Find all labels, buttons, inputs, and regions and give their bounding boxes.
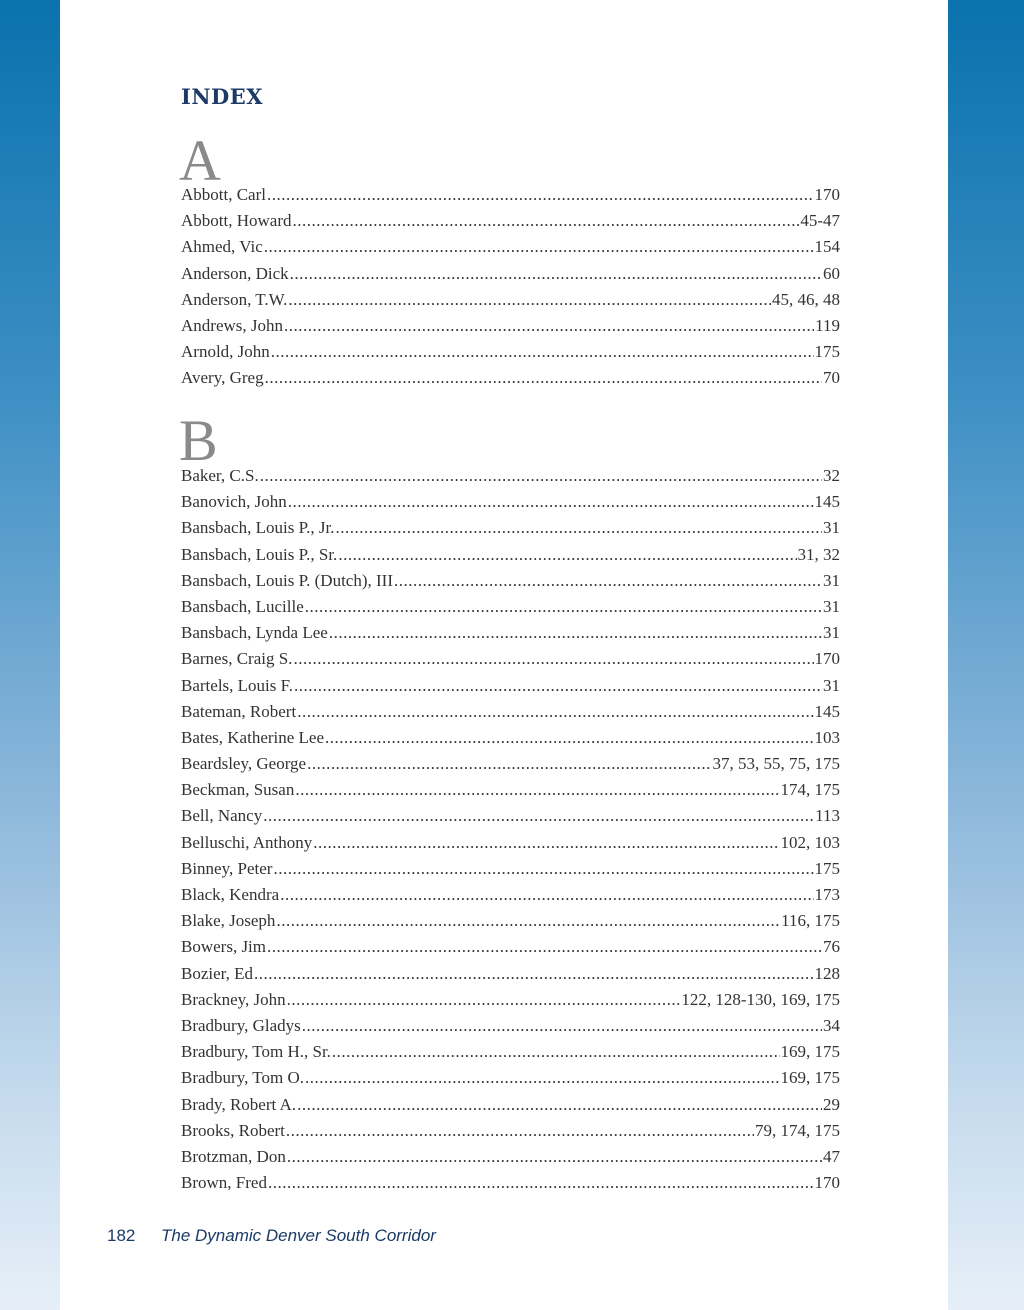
entry-name: Bansbach, Louis P. (Dutch), III	[181, 570, 393, 590]
dot-leader	[287, 1147, 822, 1167]
entry-name: Bradbury, Tom O.	[181, 1068, 304, 1088]
index-entry	[181, 545, 840, 571]
entry-name: Brooks, Robert	[181, 1120, 285, 1140]
dot-leader	[264, 237, 814, 257]
entry-name: Bateman, Robert	[181, 701, 297, 721]
dot-leader	[271, 342, 814, 362]
entry-pages: 34	[823, 1015, 840, 1035]
entry-pages: 119	[815, 315, 840, 335]
entry-name: Brackney, John	[181, 989, 286, 1009]
entry-name: Bates, Katherine Lee	[181, 727, 325, 747]
entry-pages: 31, 32	[797, 544, 840, 564]
index-entry	[181, 571, 840, 597]
entry-name: Arnold, John	[181, 342, 270, 362]
entry-name: Bozier, Ed	[181, 963, 254, 983]
entry-pages: 170	[814, 1173, 840, 1193]
entry-name: Brown, Fred	[181, 1173, 267, 1193]
dot-leader	[325, 728, 813, 748]
entry-name: Black, Kendra	[181, 885, 280, 904]
index-entry	[181, 1147, 840, 1173]
entry-pages: 32	[823, 466, 840, 485]
index-entry	[181, 911, 840, 937]
entry-name: Bell, Nancy	[181, 806, 263, 826]
dot-leader	[338, 545, 796, 565]
entry-name: Bansbach, Louis P., Sr.	[181, 544, 338, 564]
index-entry	[181, 316, 840, 342]
entry-pages: 31	[823, 596, 840, 616]
entry-pages: 116, 175	[781, 911, 840, 931]
index-entry	[181, 492, 840, 518]
index-entry	[181, 990, 840, 1016]
dot-leader	[260, 466, 822, 486]
index-entry	[181, 237, 840, 263]
dot-leader	[265, 368, 822, 388]
index-entry	[181, 649, 840, 675]
entry-name: Brady, Robert A.	[181, 1094, 297, 1114]
dot-leader	[276, 911, 780, 931]
dot-leader	[394, 571, 822, 591]
entry-name: Bansbach, Lucille	[181, 596, 304, 616]
dot-leader	[273, 859, 813, 879]
index-entry	[181, 264, 840, 290]
entry-name: Andrews, John	[181, 315, 283, 335]
entry-pages: 170	[814, 649, 840, 669]
entry-name: Bowers, Jim	[181, 937, 266, 957]
entry-pages: 154	[814, 237, 840, 257]
index-entry	[181, 290, 840, 316]
entry-pages: 45, 46, 48	[772, 289, 840, 309]
dot-leader	[287, 990, 681, 1010]
entry-pages: 175	[814, 342, 840, 362]
entry-name: Bradbury, Tom H., Sr.	[181, 1042, 331, 1062]
entry-name: Abbott, Carl	[181, 185, 266, 204]
dot-leader	[305, 597, 822, 617]
dot-leader	[295, 780, 779, 800]
entry-name: Binney, Peter	[181, 858, 273, 878]
entry-pages: 175	[814, 858, 840, 878]
index-heading: INDEX	[181, 84, 264, 109]
index-entry	[181, 518, 840, 544]
index-entry	[181, 964, 840, 990]
index-entry	[181, 597, 840, 623]
index-entry	[181, 937, 840, 963]
index-entry	[181, 676, 840, 702]
entry-name: Bansbach, Lynda Lee	[181, 623, 328, 643]
entry-pages: 122, 128-130, 169, 175	[681, 989, 840, 1009]
index-entry	[181, 1121, 840, 1147]
dot-leader	[288, 492, 814, 512]
index-entry	[181, 859, 840, 885]
entry-pages: 31	[823, 570, 840, 590]
index-entry	[181, 780, 840, 806]
dot-leader	[267, 937, 822, 957]
index-entry	[181, 806, 840, 832]
entry-pages: 60	[823, 263, 840, 283]
dot-leader	[307, 754, 711, 774]
entry-name: Abbott, Howard	[181, 211, 292, 231]
entry-pages: 45-47	[800, 211, 840, 231]
entry-pages: 31	[823, 675, 840, 695]
dot-leader	[292, 211, 799, 231]
entry-pages: 37, 53, 55, 75, 175	[712, 754, 840, 774]
entry-pages: 31	[823, 518, 840, 538]
entry-pages: 76	[823, 937, 840, 957]
index-entry	[181, 1095, 840, 1121]
entry-name: Avery, Greg	[181, 368, 264, 388]
index-entry	[181, 1042, 840, 1068]
dot-leader	[263, 806, 814, 826]
dot-leader	[268, 1173, 814, 1193]
dot-leader	[313, 833, 779, 853]
entry-name: Anderson, T.W.	[181, 289, 288, 309]
dot-leader	[302, 1016, 822, 1036]
index-section-b	[181, 466, 840, 1199]
index-entry	[181, 1068, 840, 1094]
entry-name: Baker, C.S.	[181, 466, 259, 485]
index-entry	[181, 1173, 840, 1199]
index-entry	[181, 623, 840, 649]
index-entry	[181, 466, 840, 492]
dot-leader	[294, 676, 822, 696]
entry-pages: 128	[814, 963, 840, 983]
entry-pages: 113	[815, 806, 840, 826]
entry-pages: 29	[823, 1094, 840, 1114]
dot-leader	[290, 264, 822, 284]
section-letter-a: A	[179, 128, 221, 193]
dot-leader	[267, 185, 814, 205]
index-entry	[181, 754, 840, 780]
left-margin-band	[0, 0, 60, 1310]
entry-name: Anderson, Dick	[181, 263, 289, 283]
entry-name: Bradbury, Gladys	[181, 1015, 301, 1035]
dot-leader	[293, 649, 813, 669]
index-entry	[181, 342, 840, 368]
entry-name: Belluschi, Anthony	[181, 832, 313, 852]
entry-pages: 47	[823, 1146, 840, 1166]
index-entry	[181, 728, 840, 754]
entry-name: Brotzman, Don	[181, 1146, 286, 1166]
dot-leader	[284, 316, 814, 336]
index-entry	[181, 211, 840, 237]
dot-leader	[335, 518, 822, 538]
entry-name: Beardsley, George	[181, 754, 307, 774]
index-entry	[181, 368, 840, 394]
entry-name: Bartels, Louis F.	[181, 675, 293, 695]
dot-leader	[286, 1121, 754, 1141]
entry-name: Barnes, Craig S.	[181, 649, 293, 669]
entry-pages: 70	[823, 368, 840, 388]
entry-name: Blake, Joseph	[181, 911, 276, 931]
entry-pages: 174, 175	[780, 780, 840, 800]
entry-pages: 102, 103	[780, 832, 840, 852]
dot-leader	[305, 1068, 780, 1088]
index-entry	[181, 885, 840, 911]
entry-pages: 170	[814, 185, 840, 204]
index-entry	[181, 833, 840, 859]
entry-pages: 173	[814, 885, 840, 904]
entry-pages: 169, 175	[780, 1042, 840, 1062]
entry-pages: 169, 175	[780, 1068, 840, 1088]
index-entry	[181, 702, 840, 728]
index-section-a	[181, 185, 840, 395]
right-margin-band	[948, 0, 1024, 1310]
entry-pages: 103	[814, 727, 840, 747]
entry-name: Beckman, Susan	[181, 780, 295, 800]
entry-name: Ahmed, Vic	[181, 237, 263, 257]
entry-name: Banovich, John	[181, 492, 287, 512]
index-entry	[181, 185, 840, 211]
dot-leader	[329, 623, 822, 643]
section-letter-b: B	[179, 408, 218, 473]
dot-leader	[297, 1095, 822, 1115]
index-entry	[181, 1016, 840, 1042]
dot-leader	[297, 702, 813, 722]
entry-pages: 145	[814, 701, 840, 721]
entry-pages: 145	[814, 492, 840, 512]
page-number: 182	[107, 1226, 136, 1245]
book-title: The Dynamic Denver South Corridor	[161, 1226, 436, 1245]
entry-name: Bansbach, Louis P., Jr.	[181, 518, 335, 538]
dot-leader	[254, 964, 813, 984]
dot-leader	[332, 1042, 780, 1062]
entry-pages: 79, 174, 175	[755, 1120, 840, 1140]
dot-leader	[288, 290, 771, 310]
dot-leader	[280, 885, 813, 905]
entry-pages: 31	[823, 623, 840, 643]
